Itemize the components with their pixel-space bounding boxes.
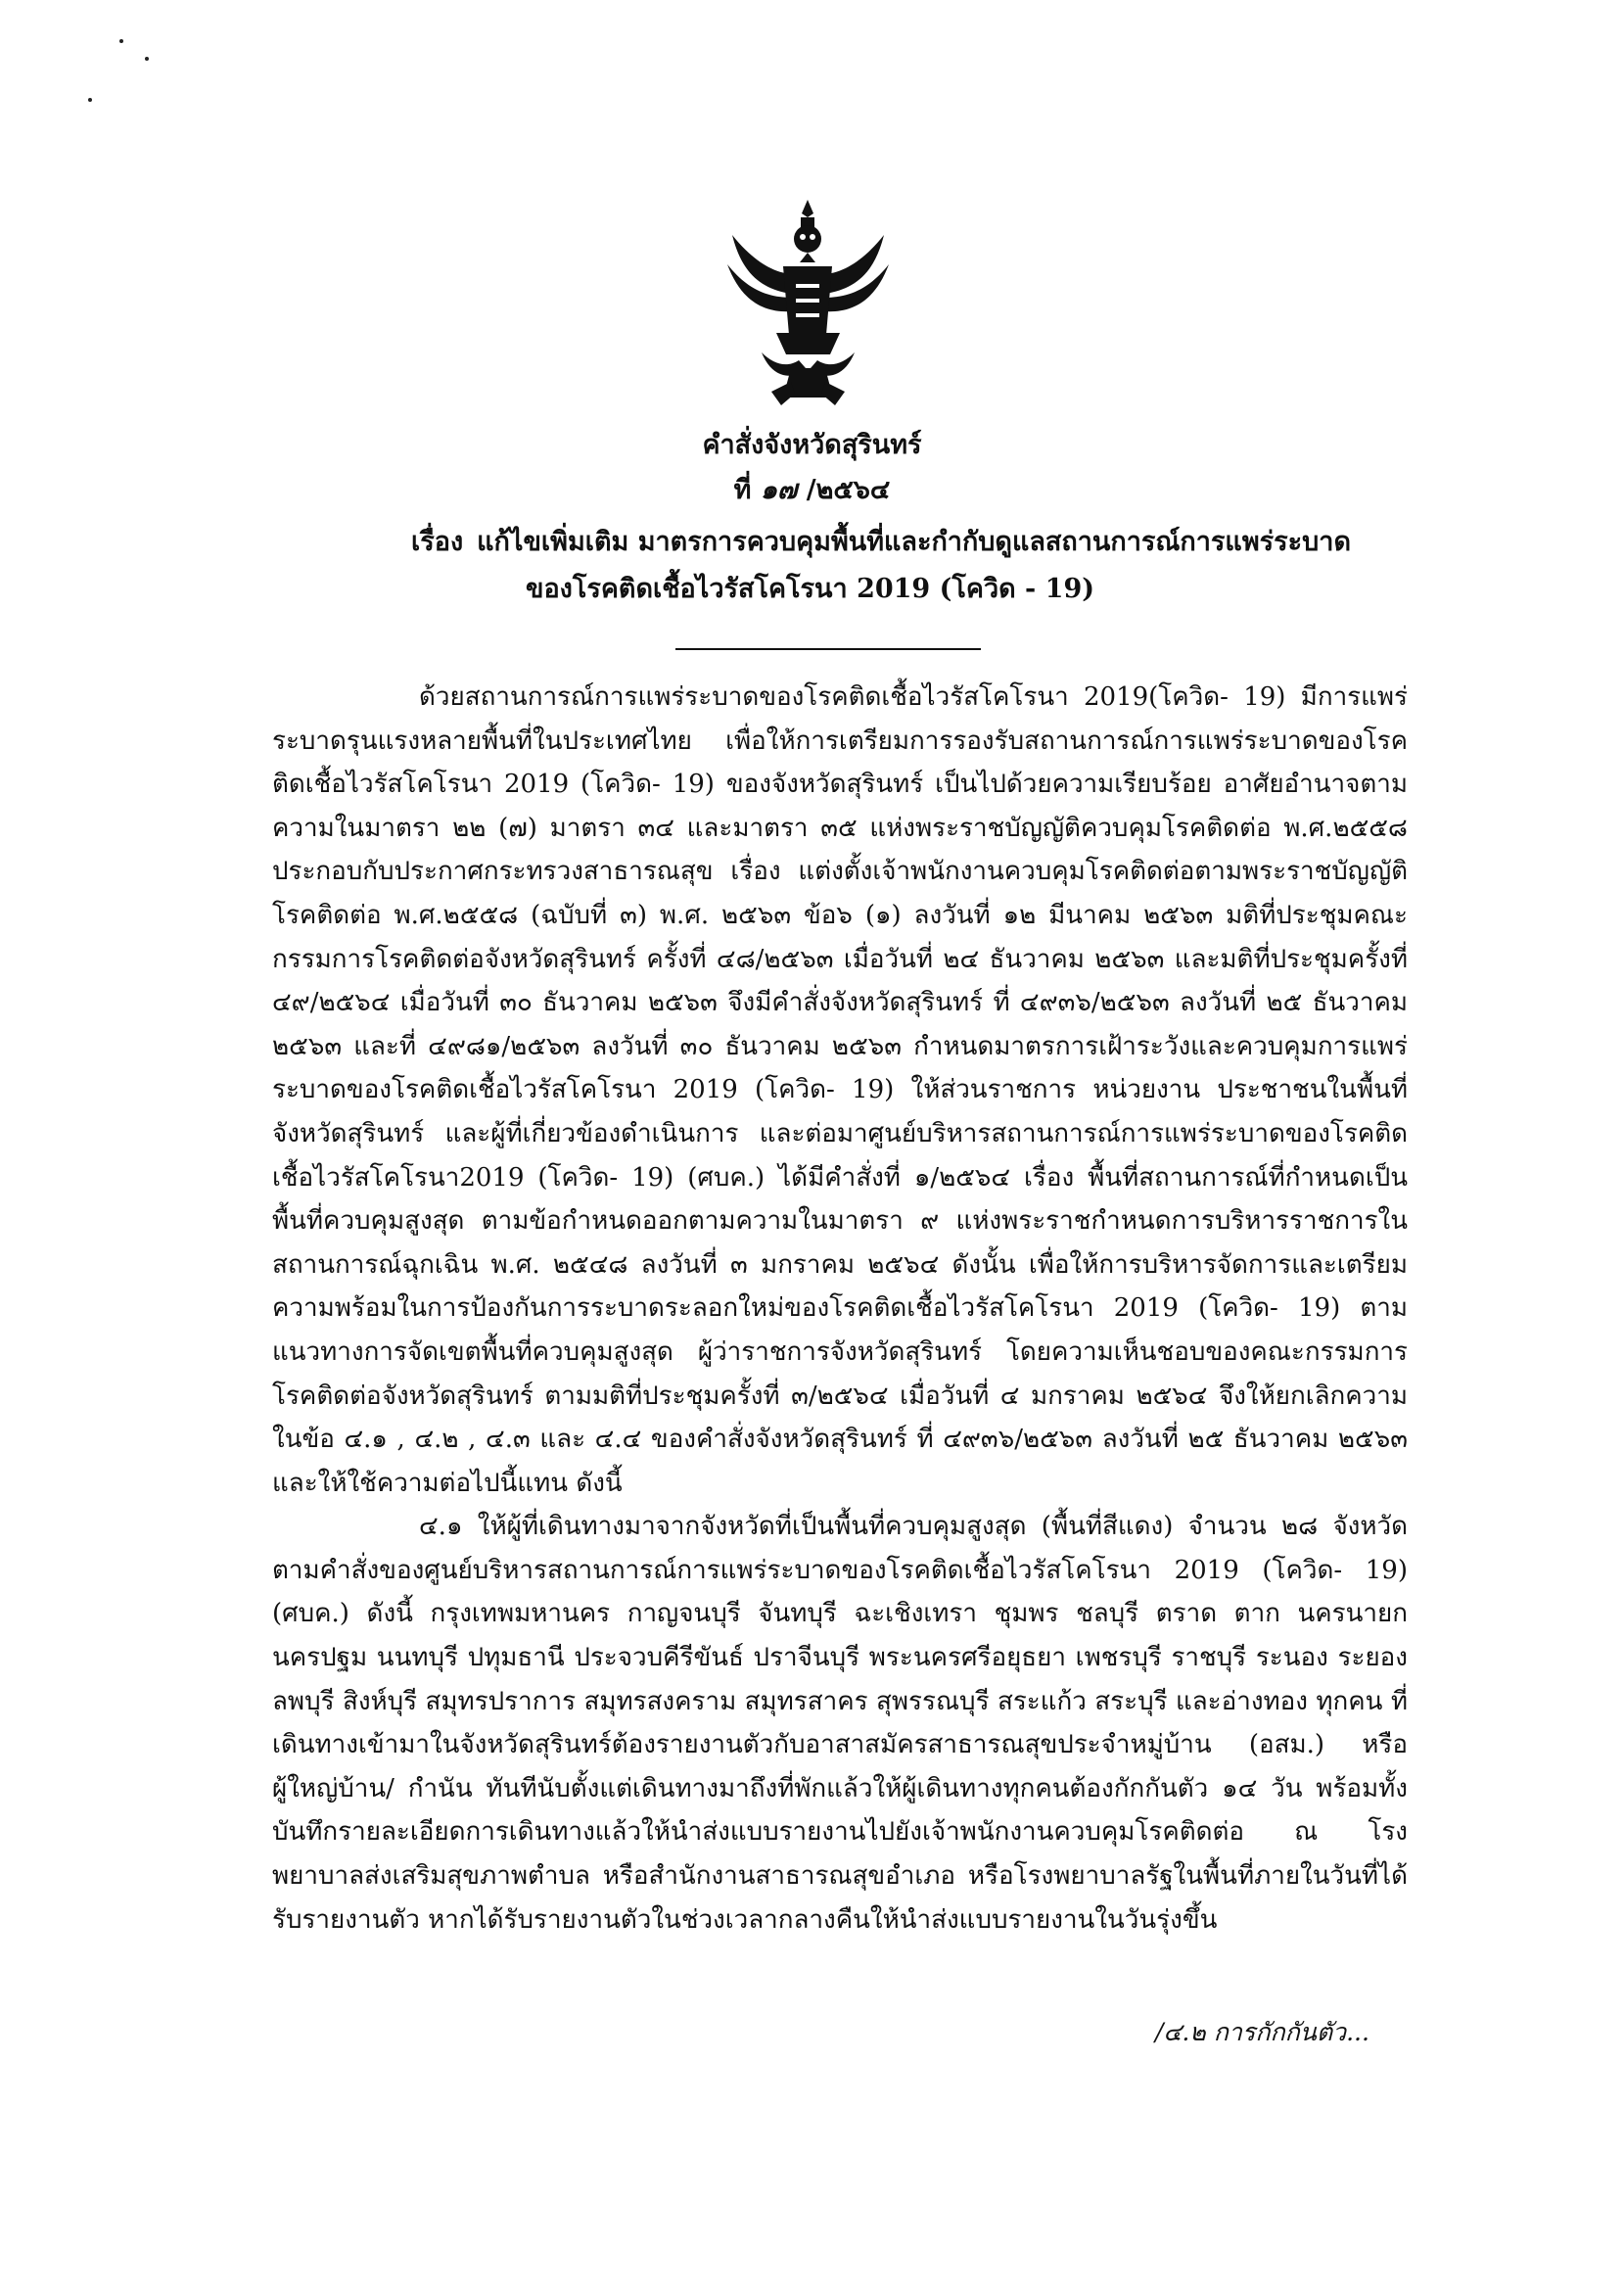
paragraph-2: ๔.๑ ให้ผู้ที่เดินทางมาจากจังหวัดที่เป็นพื้นที่ควบคุมสูงสุด (พื้นที่สีแดง) จำนวน ๒๘ จังหวัด ตามคำสั่งของศูนย์บริหารสถานการณ์การแพร่ระบาดของโรคติดเชื้อไวรัสโคโรนา 2019 (โควิด- 19) (ศบค.) ดังนี้ กรุงเทพมหานคร กาญจนบุรี จันทบุรี ฉะเชิงเทรา ชุมพร ชลบุรี ตราด ตาก นครนายก นครปฐม นนทบุรี ปทุมธานี ประจวบคีรีขันธ์ ปราจีนบุรี พระนครศรีอยุธยา เพชรบุรี ราชบุรี ระนอง ระยอง ลพบุรี สิงห์บุรี สมุทรปราการ สมุทรสงคราม สมุทรสาคร สุพรรณบุรี สระแก้ว สระบุรี และอ่างทอง ทุกคน ที่เดินทางเข้ามาในจังหวัดสุรินทร์ต้องรายงานตัวกับอาสาสมัครสาธารณสุขประจำหมู่บ้าน (อสม.) หรือผู้ใหญ่บ้าน/ กำนัน ทันทีนับตั้งแต่เดินทางมาถึงที่พักแล้วให้ผู้เดินทางทุกคนต้องกักกันตัว ๑๔ วัน พร้อมทั้งบันทึกรายละเอียดการเดินทางแล้วให้นำส่งแบบรายงานไปยังเจ้าพนักงานควบคุมโรคติดต่อ ณ โรงพยาบาลส่งเสริมสุขภาพตำบล หรือสำนักงานสาธารณสุขอำเภอ หรือโรงพยาบาลรัฐในพื้นที่ภายในวันที่ได้รับรายงานตัว หากได้รับรายงานตัวในช่วงเวลากลางคืนให้นำส่งแบบรายงานในวันรุ่งขึ้น [272, 1512, 1409, 1935]
paragraph-1: ด้วยสถานการณ์การแพร่ระบาดของโรคติดเชื้อไวรัสโคโรนา 2019(โควิด- 19) มีการแพร่ระบาดรุนแรงหลายพื้นที่ในประเทศไทย เพื่อให้การเตรียมการรองรับสถานการณ์การแพร่ระบาดของโรคติดเชื้อไวรัสโคโรนา 2019 (โควิด- 19) ของจังหวัดสุรินทร์ เป็นไปด้วยความเรียบร้อย อาศัยอำนาจตามความในมาตรา ๒๒ (๗) มาตรา ๓๔ และมาตรา ๓๕ แห่งพระราชบัญญัติควบคุมโรคติดต่อ พ.ศ.๒๕๕๘ ประกอบกับประกาศกระทรวงสาธารณสุข เรื่อง แต่งตั้งเจ้าพนักงานควบคุมโรคติดต่อตามพระราชบัญญัติโรคติดต่อ พ.ศ.๒๕๕๘ (ฉบับที่ ๓) พ.ศ. ๒๕๖๓ ข้อ๖ (๑) ลงวันที่ ๑๒ มีนาคม ๒๕๖๓ มติที่ประชุมคณะกรรมการโรคติดต่อจังหวัดสุรินทร์ ครั้งที่ ๔๘/๒๕๖๓ เมื่อวันที่ ๒๔ ธันวาคม ๒๕๖๓ และมติที่ประชุมครั้งที่ ๔๙/๒๕๖๔ เมื่อวันที่ ๓๐ ธันวาคม ๒๕๖๓ จึงมีคำสั่งจังหวัดสุรินทร์ ที่ ๔๙๓๖/๒๕๖๓ ลงวันที่ ๒๕ ธันวาคม ๒๕๖๓ และที่ ๔๙๘๑/๒๕๖๓ ลงวันที่ ๓๐ ธันวาคม ๒๕๖๓ กำหนดมาตรการเฝ้าระวังและควบคุมการแพร่ระบาดของโรคติดเชื้อไวรัสโคโรนา 2019 (โควิด- 19) ให้ส่วนราชการ หน่วยงาน ประชาชนในพื้นที่จังหวัดสุรินทร์ และผู้ที่เกี่ยวข้องดำเนินการ และต่อมาศูนย์บริหารสถานการณ์การแพร่ระบาดของโรคติดเชื้อไวรัสโคโรนา2019 (โควิด- 19) (ศบค.) ได้มีคำสั่งที่ ๑/๒๕๖๔ เรื่อง พื้นที่สถานการณ์ที่กำหนดเป็นพื้นที่ควบคุมสูงสุด ตามข้อกำหนดออกตามความในมาตรา ๙ แห่งพระราชกำหนดการบริหารราชการในสถานการณ์ฉุกเฉิน พ.ศ. ๒๕๔๘ ลงวันที่ ๓ มกราคม ๒๕๖๔ ดังนั้น เพื่อให้การบริหารจัดการและเตรียมความพร้อมในการป้องกันการระบาดระลอกใหม่ของโรคติดเชื้อไวรัสโคโรนา 2019 (โควิด- 19) ตามแนวทางการจัดเขตพื้นที่ควบคุมสูงสุด ผู้ว่าราชการจังหวัดสุรินทร์ โดยความเห็นชอบของคณะกรรมการโรคติดต่อจังหวัดสุรินทร์ ตามมติที่ประชุมครั้งที่ ๓/๒๕๖๔ เมื่อวันที่ ๔ มกราคม ๒๕๖๔ จึงให้ยกเลิกความในข้อ ๔.๑ , ๔.๒ , ๔.๓ และ ๔.๔ ของคำสั่งจังหวัดสุรินทร์ ที่ ๔๙๓๖/๒๕๖๓ ลงวันที่ ๒๕ ธันวาคม ๒๕๖๓ และให้ใช้ความต่อไปนี้แทน ดังนี้ [272, 682, 1408, 1498]
divider-rule [675, 648, 981, 650]
order-year: /๒๕๖๔ [806, 475, 891, 505]
garuda-emblem [722, 196, 894, 411]
order-number-prefix: ที่ [733, 475, 752, 505]
order-number-value: ๑๗ [760, 475, 798, 505]
subject-line-2: ของโรคติดเชื้อไวรัสโคโรนา 2019 (โควิด - 19) [526, 574, 1095, 604]
order-number [0, 468, 1624, 510]
order-title: คำสั่งจังหวัดสุรินทร์ [702, 430, 922, 460]
subject [411, 519, 1400, 613]
subject-line-1: แก้ไขเพิ่มเติม มาตรการควบคุมพื้นที่และกำกับดูแลสถานการณ์การแพร่ระบาด [477, 527, 1351, 557]
subject-label: เรื่อง [411, 527, 464, 557]
document-body [272, 676, 1408, 1942]
continuation-ref: /๔.๒ การกักกันตัว... [1155, 2018, 1369, 2046]
